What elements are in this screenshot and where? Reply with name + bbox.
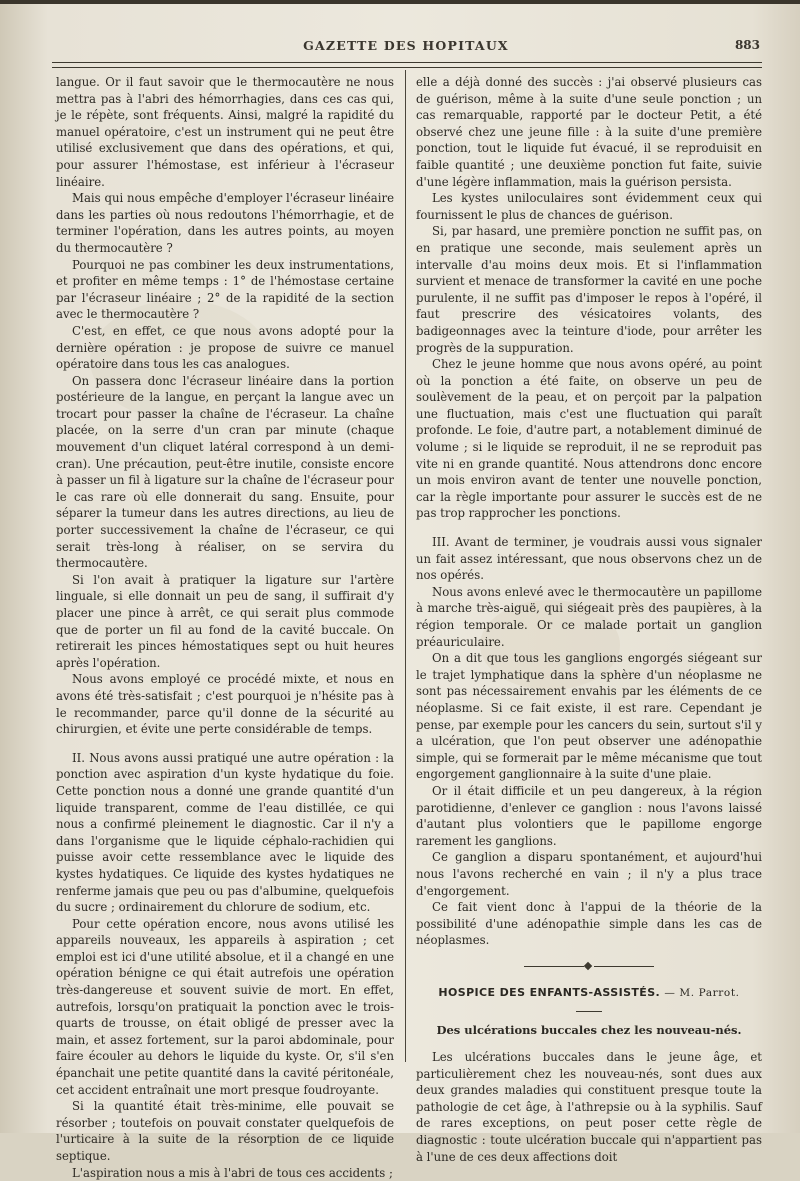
article-subheading: Des ulcérations buccales chez les nouveau-nés. bbox=[436, 1023, 742, 1038]
paragraph: Chez le jeune homme que nous avons opéré, au point où la ponction a été faite, on observe un peu de soulèvement de la peau, et on perçoit par la palpation une fluctuation, mais c'est une fluctuation qui paraît profonde. Le foie, d'autre part, a notablement diminué de volume ; si le liquide se reproduit, il ne se reproduit pas vite ni en grande quantité. Nous attendrons donc encore un mois environ avant de tenter une nouvelle ponction, car la règle importante pour assurer le succès est de ne pas trop rapprocher les ponctions. bbox=[416, 357, 762, 521]
paragraph: II. Nous avons aussi pratiqué une autre opération : la ponction avec aspiration d'un kyste hydatique du foie. Cette ponction nous a donné une grande quantité d'un liquide transparent, comme de l'eau distillée, ce qui nous a confirmé pleinement le diagnostic. Car il n'y a dans l'organisme que le liquide céphalo-rachidien qui puisse avoir cette ressemblance avec le liquide des kystes hydatiques. Ce liquide des kystes hydatiques ne renferme jamais que peu ou pas d'albumine, quelquefois du sucre ; ordinairement du chlorure de sodium, etc. bbox=[56, 750, 394, 915]
running-title: GAZETTE DES HOPITAUX bbox=[303, 38, 509, 53]
paragraph: On a dit que tous les ganglions engorgés siégeant sur le trajet lymphatique dans la sphère d'un néoplasme ne sont pas nécessairement envahis par les éléments de ce néoplasme. Si ce fait existe, il est rare. Cependant je pense, par exemple pour les cancers du sein, surtout s'il y a ulcération, que l'on peut observer une adénopathie simple, qui se formerait par le même mécanisme que tout engorgement ganglionnaire à la suite d'une plaie. bbox=[416, 651, 762, 782]
section-heading bbox=[416, 985, 762, 1002]
section-gap bbox=[416, 522, 762, 534]
paragraph: Les kystes uniloculaires sont évidemment ceux qui fournissent le plus de chances de guérison. bbox=[416, 191, 762, 222]
paragraph: Pourquoi ne pas combiner les deux instrumentations, et profiter en même temps : 1° de l'hémostase certaine par l'écraseur linéaire ; 2° de la rapidité de la section avec le thermocautère ? bbox=[56, 257, 394, 322]
paragraph: L'aspiration nous a mis à l'abri de tous ces accidents ; bbox=[72, 1165, 393, 1180]
paragraph: Pour cette opération encore, nous avons utilisé les appareils nouveaux, les appareils à aspiration ; cet emploi est ici d'une utilité absolue, et il a changé en une opération bénigne ce qui était autrefois une opération très-dangereuse et souvent suivie de mort. En effet, autrefois, lorsqu'on pratiquait la ponction avec le trois-quarts de trousse, on était obligé de presser avec la main, et assez fortement, sur la paroi abdominale, pour faire écouler au dehors le liquide du kyste. Or, s'il s'en épanchait une petite quantité dans la cavité péritonéale, cet accident entraînait une mort presque foudroyante. bbox=[56, 916, 394, 1097]
paragraph: Les ulcérations buccales dans le jeune âge, et particulièrement chez les nouveau-nés, sont dues aux deux grandes maladies qui constituent presque toute la pathologie de cet âge, à l'athrepsie ou à la syphilis. Sauf de rares exceptions, on peut poser cette règle de diagnostic : toute ulcération buccale qui n'appartient pas à l'une de ces deux affections doit bbox=[416, 1050, 762, 1164]
paragraph: langue. Or il faut savoir que le thermocautère ne nous mettra pas à l'abri des hémorrhagies, dans ces cas qui, je le répète, sont fréquents. Ainsi, malgré la rapidité du manuel opératoire, c'est un instrument qui ne peut être utilisé exclusivement que dans des opérations, et qui, pour assurer l'hémostase, est inférieur à l'écraseur linéaire. bbox=[56, 75, 394, 189]
section-heading-title: HOSPICE DES ENFANTS-ASSISTÉS. bbox=[438, 985, 661, 999]
paragraph: III. Avant de terminer, je voudrais aussi vous signaler un fait assez intéressant, que nous observons chez un de nos opérés. bbox=[416, 535, 762, 583]
section-ornament bbox=[524, 963, 654, 971]
paragraph: Si, par hasard, une première ponction ne suffit pas, on en pratique une seconde, mais seulement après un intervalle d'au moins deux mois. Et si l'inflammation survient et menace de transformer la cavité en une poche purulente, il ne suffit pas d'imposer le repos à l'opéré, il faut prescrire des vésicatoires volants, des badigeonnages avec la teinture d'iode, pour arrêter les progrès de la suppuration. bbox=[416, 224, 762, 355]
paragraph: On passera donc l'écraseur linéaire dans la portion postérieure de la langue, en perçant la langue avec un trocart pour passer la chaîne de l'écraseur. La chaîne placée, on la serre d'un cran par minute (chaque mouvement d'un cliquet latéral correspond à un demi-cran). Une précaution, peut-être inutile, consiste encore à passer un fil à ligature sur la chaîne de l'écraseur pour le cas rare où elle donnerait du sang. Ensuite, pour séparer la tumeur dans les autres directions, au lieu de porter successivement la chaîne de l'écraseur, ce qui serait très-long à réaliser, on se servira du thermocautère. bbox=[56, 373, 394, 571]
paragraph: Ce ganglion a disparu spontanément, et aujourd'hui nous l'avons recherché en vain ; il n'y a plus trace d'engorgement. bbox=[416, 850, 762, 898]
paragraph: Mais qui nous empêche d'employer l'écraseur linéaire dans les parties où nous redoutons l'hémorrhagie, et de terminer l'opération, dans les autres points, au moyen du thermocautère ? bbox=[56, 191, 394, 255]
heading-rule bbox=[576, 1011, 602, 1012]
column-divider bbox=[405, 70, 406, 1062]
paragraph: Or il était difficile et un peu dangereux, à la région parotidienne, d'enlever ce ganglion : nous l'avons laissé d'autant plus volontiers que le papillome engorge rarement les ganglions. bbox=[416, 783, 762, 848]
right-column bbox=[416, 74, 762, 1165]
paragraph: elle a déjà donné des succès : j'ai observé plusieurs cas de guérison, même à la suite d'une seule ponction ; un cas remarquable, rapporté par le docteur Petit, a été observé chez une jeune fille : à la suite d'une première ponction, tout le liquide fut évacué, il se reproduisit en faible quantité ; une deuxième ponction fut faite, suivie d'une légère inflammation, mais la guérison persista. bbox=[416, 75, 762, 189]
section-heading-author: — M. Parrot. bbox=[664, 986, 740, 999]
paragraph: Nous avons enlevé avec le thermocautère un papillome à marche très-aiguë, qui siégeait près des paupières, à la région temporale. Or ce malade portait un ganglion préauriculaire. bbox=[416, 584, 762, 649]
header-rule bbox=[52, 62, 762, 68]
paragraph: Si l'on avait à pratiquer la ligature sur l'artère linguale, si elle donnait un peu de sang, il suffirait d'y placer une pince à arrêt, ce qui serait plus commode que de porter un fil au fond de la cavité buccale. On retirerait les pinces hémostatiques sept ou huit heures après l'opération. bbox=[56, 572, 394, 670]
page-number: 883 bbox=[734, 38, 760, 52]
paragraph: Ce fait vient donc à l'appui de la théorie de la possibilité d'une adénopathie simple dans les cas de néoplasmes. bbox=[416, 900, 762, 948]
paragraph: Si la quantité était très-minime, elle pouvait se résorber ; toutefois on pouvait constater quelquefois de l'urticaire à la suite de la résorption de ce liquide septique. bbox=[56, 1099, 394, 1163]
paragraph: Nous avons employé ce procédé mixte, et nous en avons été très-satisfait ; c'est pourquoi je n'hésite pas à le recommander, parce qu'il donne de la sécurité au chirurgien, et évite une perte considérable de temps. bbox=[56, 672, 394, 737]
left-column bbox=[56, 74, 394, 1181]
page-header bbox=[52, 38, 760, 58]
section-gap bbox=[56, 738, 394, 750]
paragraph: C'est, en effet, ce que nous avons adopté pour la dernière opération : je propose de suivre ce manuel opératoire dans tous les cas analogues. bbox=[56, 323, 394, 372]
scan-top-edge bbox=[0, 0, 800, 4]
